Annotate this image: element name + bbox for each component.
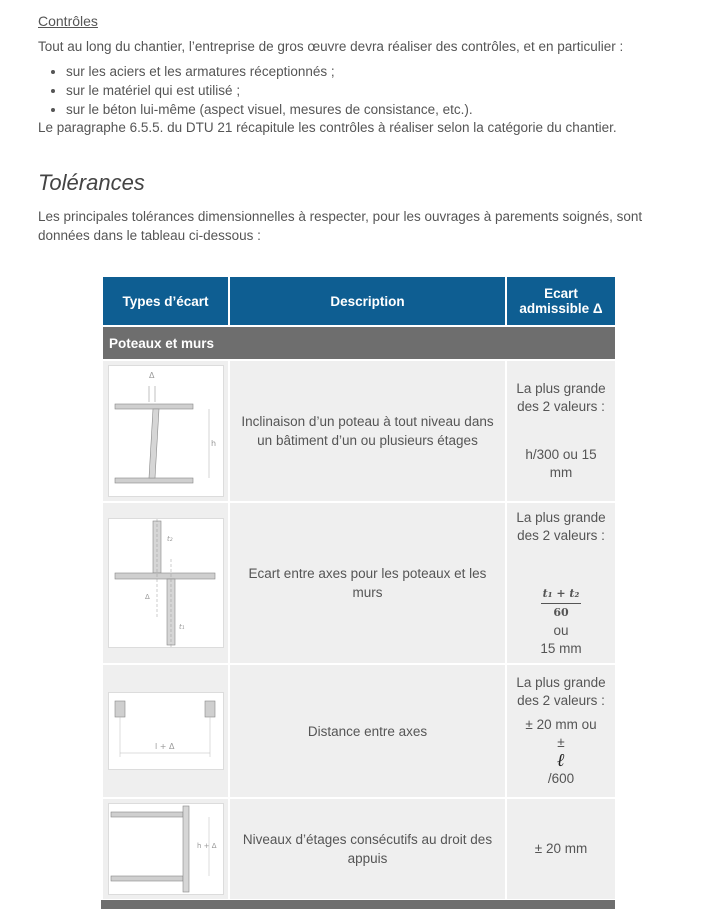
row-value	[506, 798, 616, 900]
value-intro: La plus grande des 2 valeurs :	[516, 381, 606, 414]
drawing-cell	[102, 664, 229, 798]
value-main: h/300 ou 15 mm	[525, 447, 597, 480]
group-row	[102, 326, 616, 360]
col-header-description: Description	[229, 276, 506, 326]
drawing-cell	[102, 798, 229, 900]
value-or: ou	[553, 622, 569, 638]
table-header-row	[102, 276, 616, 326]
controls-list	[38, 62, 473, 119]
row-description: Niveaux d’étages consécutifs au droit des appuis	[229, 798, 506, 900]
group-label: Poteaux et murs	[102, 326, 616, 360]
fraction-denominator: 60	[553, 605, 569, 619]
value-intro: La plus grande des 2 valeurs :	[516, 675, 606, 708]
table-row	[102, 360, 616, 502]
table-row	[102, 798, 616, 900]
drawing-label: Δ	[148, 371, 154, 380]
table-row	[102, 502, 616, 664]
controls-intro: Tout au long du chantier, l’entreprise de gros œuvre devra réaliser des contrôles, et en particulier :	[38, 39, 624, 54]
axis-distance-drawing	[108, 692, 224, 770]
list-item: • sur le matériel qui est utilisé ;	[66, 81, 473, 100]
drawing-label: h	[210, 439, 216, 448]
value-plusminus: ±	[557, 735, 565, 750]
axis-offset-drawing	[108, 518, 224, 648]
value-main: ± 20 mm ou	[525, 717, 597, 732]
col-header-type: Types d’écart	[102, 276, 229, 326]
row-value	[506, 664, 616, 798]
drawing-cell	[102, 502, 229, 664]
list-item: • sur le béton lui-même (aspect visuel, mesures de consistance, etc.).	[66, 100, 473, 119]
drawing-label: t₂	[166, 535, 173, 543]
drawing-label: l + Δ	[154, 742, 174, 751]
drawing-cell	[102, 360, 229, 502]
drawing-label: h + Δ	[196, 842, 217, 850]
table-next-group-bar	[101, 900, 615, 909]
controls-closing: Le paragraphe 6.5.5. du DTU 21 récapitule les contrôles à réaliser selon la catégorie du chantier.	[38, 120, 617, 135]
tolerances-table	[101, 275, 617, 901]
col-header-value: Ecart admissible Δ	[506, 276, 616, 326]
fraction-numerator: t₁ + t₂	[541, 585, 582, 604]
floor-level-drawing	[108, 803, 224, 895]
controls-title: Contrôles	[38, 13, 98, 29]
drawing-label: Δ	[144, 593, 150, 601]
table-row	[102, 664, 616, 798]
value-divisor: /600	[547, 771, 575, 786]
tolerances-intro: Les principales tolérances dimensionnelles à respecter, pour les ouvrages à parements soignés, sont données dans le tableau ci-dessous :	[38, 209, 643, 243]
value-ell: ℓ	[557, 750, 565, 771]
row-description: Distance entre axes	[229, 664, 506, 798]
value-fraction	[541, 585, 582, 622]
list-item: • sur les aciers et les armatures réceptionnés ;	[66, 62, 473, 81]
row-description: Inclinaison d’un poteau à tout niveau dans un bâtiment d’un ou plusieurs étages	[229, 360, 506, 502]
drawing-label: t₁	[178, 623, 185, 631]
row-value	[506, 360, 616, 502]
value-main: ± 20 mm	[534, 841, 588, 856]
column-tilt-drawing	[108, 365, 224, 497]
value-intro: La plus grande des 2 valeurs :	[516, 509, 606, 543]
value-main: 15 mm	[540, 640, 582, 656]
row-description: Ecart entre axes pour les poteaux et les murs	[229, 502, 506, 664]
tolerances-heading: Tolérances	[38, 170, 145, 195]
row-value	[506, 502, 616, 664]
